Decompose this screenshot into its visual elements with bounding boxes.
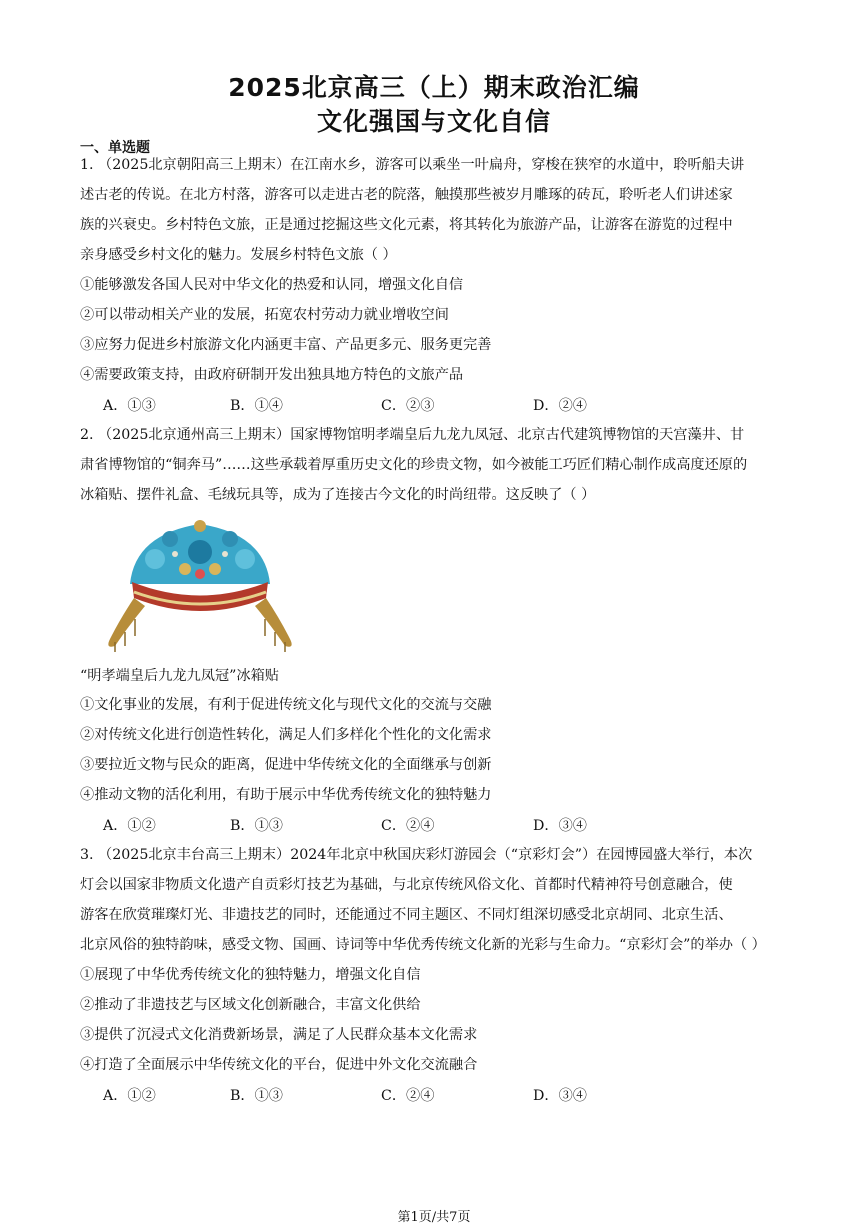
- question-3-text-line: 北京风俗的独特韵味，感受文物、国画、诗词等中华优秀传统文化新的光彩与生命力。“京彩灯会”的举办（ ）: [80, 937, 766, 953]
- question-1-statement: ③应努力促进乡村旅游文化内涵更丰富、产品更多元、服务更完善: [80, 337, 492, 353]
- question-1-statement: ④需要政策支持，由政府研制开发出独具地方特色的文旅产品: [80, 367, 464, 383]
- question-1-text-line: 述古老的传说。在北方村落，游客可以走进古老的院落，触摸那些被岁月雕琢的砖瓦，聆听老人们讲述家: [80, 187, 733, 203]
- question-3-statement: ②推动了非遗技艺与区域文化创新融合，丰富文化供给: [80, 997, 421, 1013]
- document-subtitle: 文化强国与文化自信: [316, 107, 551, 136]
- question-2-statement: ③要拉近文物与民众的距离，促进中华传统文化的全面继承与创新: [80, 757, 492, 773]
- question-1-option-c: C．②③: [381, 398, 435, 414]
- question-2-option-d: D．③④: [533, 818, 587, 834]
- question-3-option-b: B．①③: [230, 1088, 283, 1104]
- page-footer: 第1页/共7页: [397, 1210, 471, 1225]
- question-3-text-line: 灯会以国家非物质文化遗产自贡彩灯技艺为基础，与北京传统风俗文化、首都时代精神符号创意融合，使: [80, 877, 733, 893]
- phoenix-crown-image: [100, 514, 300, 654]
- question-2-text-line: 肃省博物馆的“铜奔马”……这些承载着厚重历史文化的珍贵文物，如今被能工巧匠们精心制作成高度还原的: [80, 457, 748, 473]
- question-3-statement: ③提供了沉浸式文化消费新场景，满足了人民群众基本文化需求: [80, 1027, 478, 1043]
- question-2-text-line: 2. （2025北京通州高三上期末）国家博物馆明孝端皇后九龙九凤冠、北京古代建筑博物馆的天宫藻井、甘: [80, 427, 745, 443]
- question-2-text-line: 冰箱贴、摆件礼盒、毛绒玩具等，成为了连接古今文化的时尚纽带。这反映了（ ）: [80, 487, 596, 503]
- question-1-option-a: A．①③: [103, 398, 156, 414]
- question-2-option-a: A．①②: [103, 818, 156, 834]
- question-2-option-b: B．①③: [230, 818, 283, 834]
- question-2-statement: ①文化事业的发展，有利于促进传统文化与现代文化的交流与交融: [80, 697, 492, 713]
- question-1-option-b: B．①④: [230, 398, 283, 414]
- question-1-statement: ②可以带动相关产业的发展，拓宽农村劳动力就业增收空间: [80, 307, 449, 323]
- question-2-statement: ②对传统文化进行创造性转化，满足人们多样化个性化的文化需求: [80, 727, 492, 743]
- question-3-text-line: 游客在欣赏璀璨灯光、非遗技艺的同时，还能通过不同主题区、不同灯组深切感受北京胡同、北京生活、: [80, 907, 733, 923]
- question-1-text-line: 1. （2025北京朝阳高三上期末）在江南水乡，游客可以乘坐一叶扁舟，穿梭在狭窄的水道中，聆听船夫讲: [80, 157, 745, 173]
- question-3-option-c: C．②④: [381, 1088, 435, 1104]
- question-1-statement: ①能够激发各国人民对中华文化的热爱和认同，增强文化自信: [80, 277, 464, 293]
- question-3-option-d: D．③④: [533, 1088, 587, 1104]
- question-2-option-c: C．②④: [381, 818, 435, 834]
- question-1-text-line: 族的兴衰史。乡村特色文旅，正是通过挖掘这些文化元素，将其转化为旅游产品，让游客在游览的过程中: [80, 217, 733, 233]
- question-2-statement: ④推动文物的活化利用，有助于展示中华优秀传统文化的独特魅力: [80, 787, 492, 803]
- document-title: 2025北京高三（上）期末政治汇编: [228, 73, 640, 102]
- question-3-option-a: A．①②: [103, 1088, 156, 1104]
- question-1-option-d: D．②④: [533, 398, 587, 414]
- question-3-statement: ④打造了全面展示中华传统文化的平台，促进中外文化交流融合: [80, 1057, 478, 1073]
- question-1-text-line: 亲身感受乡村文化的魅力。发展乡村特色文旅（ ）: [80, 247, 397, 263]
- question-3-text-line: 3. （2025北京丰台高三上期末）2024年北京中秋国庆彩灯游园会（“京彩灯会”）在园博园盛大举行，本次: [80, 847, 753, 863]
- section-heading: 一、单选题: [80, 140, 150, 156]
- image-caption: “明孝端皇后九龙九凤冠”冰箱贴: [80, 668, 279, 684]
- question-3-statement: ①展现了中华优秀传统文化的独特魅力，增强文化自信: [80, 967, 421, 983]
